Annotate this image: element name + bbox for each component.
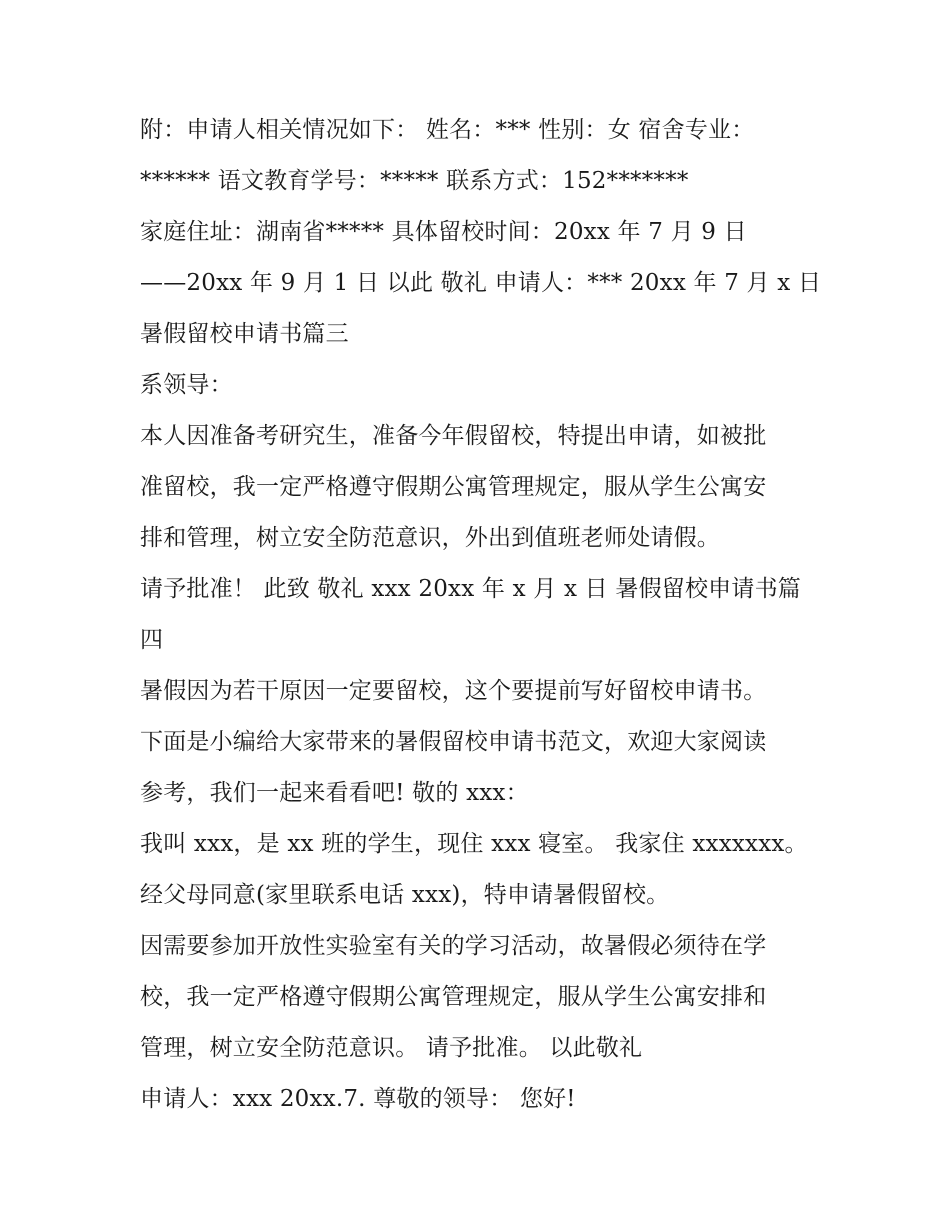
text-line: 本人因准备考研究生，准备今年假留校，特提出申请，如被批: [140, 423, 767, 449]
text-line: 暑假因为若干原因一定要留校，这个要提前写好留校申请书。: [140, 678, 767, 704]
text-line: 请予批准！ 此致 敬礼 xxx 20xx 年 x 月 x 日 暑假留校申请书篇: [140, 576, 801, 602]
document-body: [140, 105, 830, 1125]
text-line: 参考，我们一起来看看吧! 敬的 xxx：: [140, 780, 529, 806]
text-line: 校，我一定严格遵守假期公寓管理规定，服从学生公寓安排和: [140, 984, 767, 1010]
text-line: 经父母同意(家里联系电话 xxx)，特申请暑假留校。: [140, 882, 670, 908]
text-line: 四: [140, 627, 164, 653]
text-line: 下面是小编给大家带来的暑假留校申请书范文，欢迎大家阅读: [140, 729, 767, 755]
text-line: 准留校，我一定严格遵守假期公寓管理规定，服从学生公寓安: [140, 474, 767, 500]
text-line: 我叫 xxx，是 xx 班的学生，现住 xxx 寝室。 我家住 xxxxxxx。: [140, 831, 808, 857]
salutation: 系领导：: [140, 372, 233, 398]
text-line: ****** 语文教育学号：***** 联系方式：152*******: [140, 168, 689, 194]
text-line: 因需要参加开放性实验室有关的学习活动，故暑假必须待在学: [140, 933, 767, 959]
text-line: 申请人：xxx 20xx.7. 尊敬的领导： 您好!: [140, 1086, 576, 1112]
text-line: 排和管理，树立安全防范意识，外出到值班老师处请假。: [140, 525, 720, 551]
text-line: 管理，树立安全防范意识。 请予批准。 以此敬礼: [140, 1035, 643, 1061]
text-line: ——20xx 年 9 月 1 日 以此 敬礼 申请人：*** 20xx 年 7 月 x 日: [140, 270, 822, 296]
text-line: 附：申请人相关情况如下： 姓名：*** 性别：女 宿舍专业：: [140, 117, 755, 143]
text-line: 家庭住址：湖南省***** 具体留校时间：20xx 年 7 月 9 日: [140, 219, 747, 245]
section-heading: 暑假留校申请书篇三: [140, 321, 349, 347]
